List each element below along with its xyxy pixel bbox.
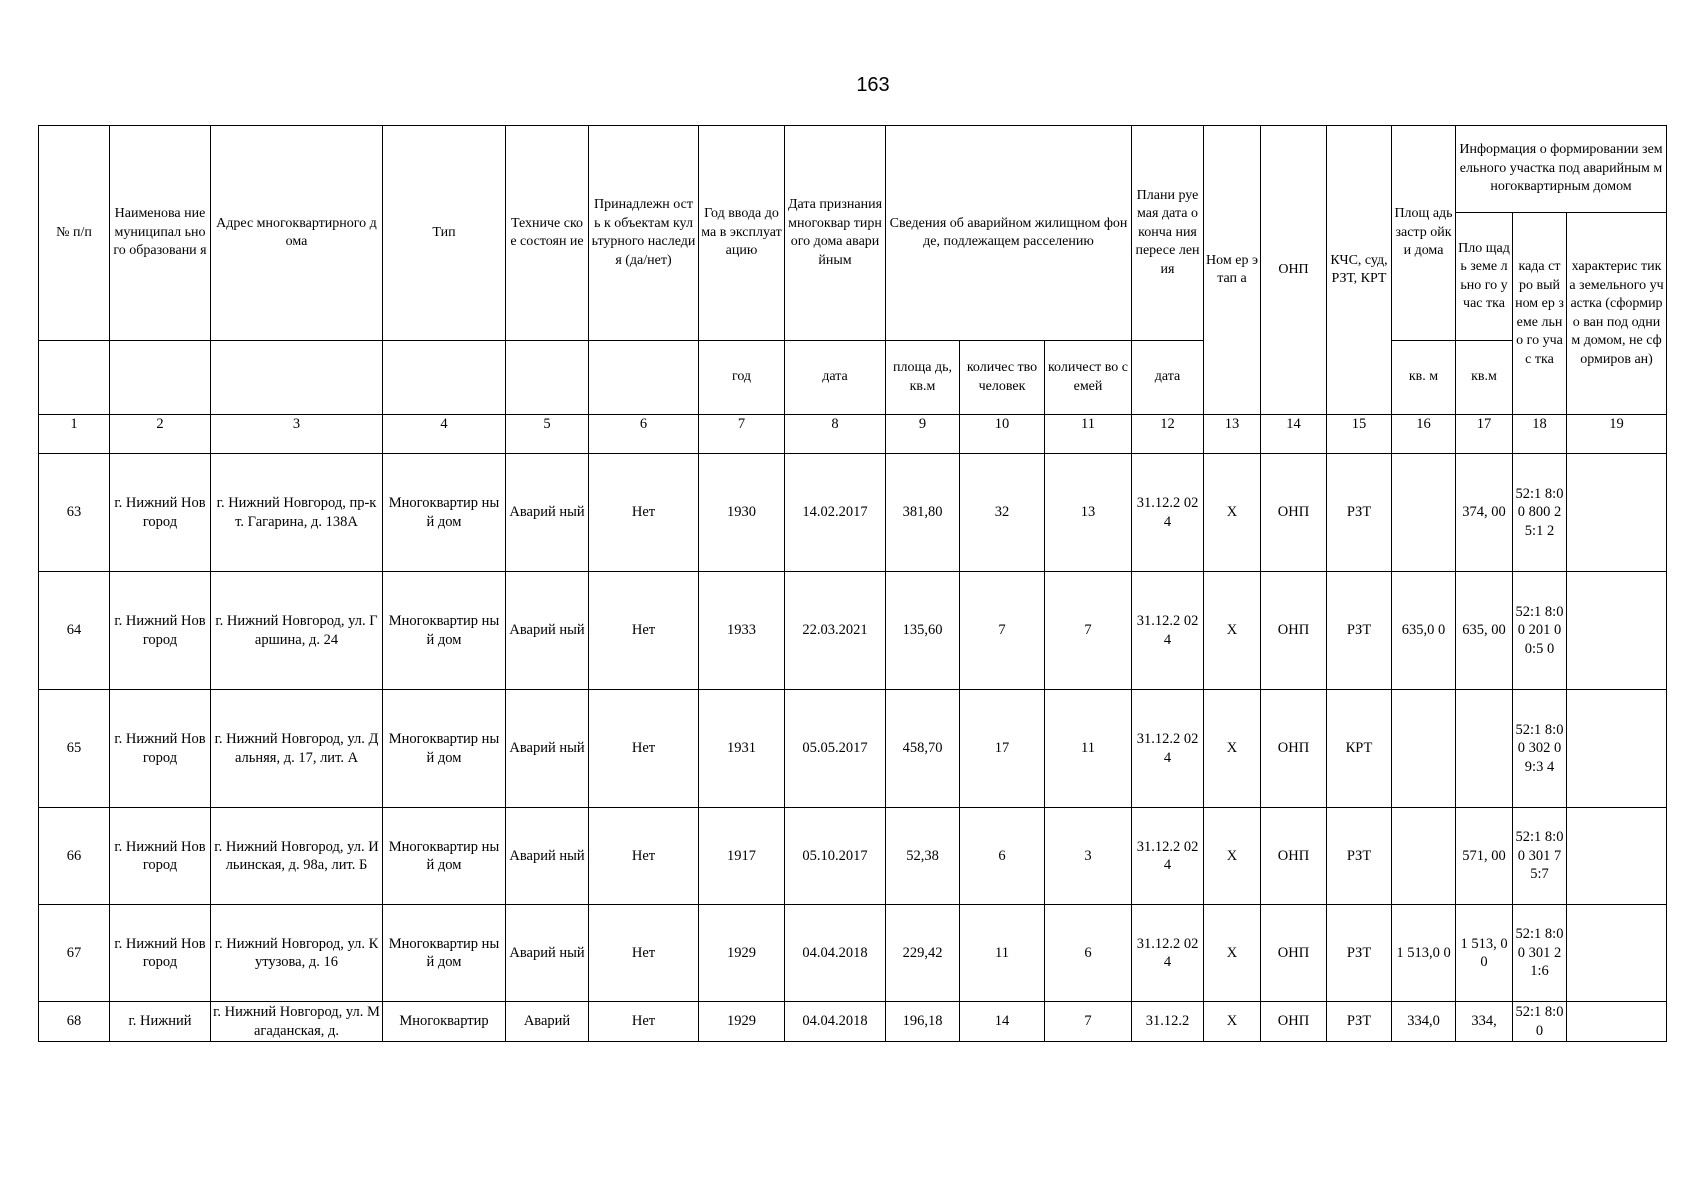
cell-stage: X — [1204, 1002, 1261, 1042]
cell-land-area: 374, 00 — [1456, 454, 1513, 572]
column-number-cell: 3 — [211, 415, 383, 454]
cell-type: Многоквартир ный дом — [383, 808, 506, 905]
cell-n: 68 — [39, 1002, 110, 1042]
column-number-cell: 17 — [1456, 415, 1513, 454]
cell-type: Многоквартир ный дом — [383, 454, 506, 572]
cell-date: 04.04.2018 — [785, 905, 886, 1002]
cell-families: 13 — [1045, 454, 1132, 572]
cell-build-area: 1 513,0 0 — [1392, 905, 1456, 1002]
cell-year: 1917 — [699, 808, 785, 905]
column-number-cell: 18 — [1513, 415, 1567, 454]
cell-kchs: РЗТ — [1327, 808, 1392, 905]
header-cell — [211, 341, 383, 415]
cell-heritage: Нет — [589, 1002, 699, 1042]
column-number-cell: 6 — [589, 415, 699, 454]
cell-plan-date: 31.12.2 024 — [1132, 808, 1204, 905]
cell-area: 196,18 — [886, 1002, 960, 1042]
cell-plan-date: 31.12.2 024 — [1132, 572, 1204, 690]
header-cell: Техниче ское состоян ие — [506, 126, 589, 341]
header-cell: Плани руемая дата оконча ния пересе ления — [1132, 126, 1204, 341]
cell-families: 11 — [1045, 690, 1132, 808]
cell-area: 458,70 — [886, 690, 960, 808]
table-row — [39, 808, 1667, 905]
cell-onp: ОНП — [1261, 905, 1327, 1002]
cell-condition: Аварий ный — [506, 454, 589, 572]
column-number-cell: 9 — [886, 415, 960, 454]
cell-plan-date: 31.12.2 024 — [1132, 905, 1204, 1002]
column-number-cell: 15 — [1327, 415, 1392, 454]
cell-year: 1933 — [699, 572, 785, 690]
cell-type: Многоквартир ный дом — [383, 690, 506, 808]
cell-land-char — [1567, 808, 1667, 905]
cell-year: 1930 — [699, 454, 785, 572]
cell-area: 52,38 — [886, 808, 960, 905]
cell-land-area: 334, — [1456, 1002, 1513, 1042]
column-number-cell: 19 — [1567, 415, 1667, 454]
header-cell: количест во семей — [1045, 341, 1132, 415]
cell-kchs: РЗТ — [1327, 454, 1392, 572]
cell-n: 63 — [39, 454, 110, 572]
header-cell: Адрес многоквартирного дома — [211, 126, 383, 341]
cell-families: 6 — [1045, 905, 1132, 1002]
cell-kchs: РЗТ — [1327, 1002, 1392, 1042]
cell-land-area: 1 513, 00 — [1456, 905, 1513, 1002]
header-cell: КЧС, суд, РЗТ, КРТ — [1327, 126, 1392, 415]
cell-land-area — [1456, 690, 1513, 808]
cell-year: 1931 — [699, 690, 785, 808]
header-cell — [39, 341, 110, 415]
cell-address: г. Нижний Новгород, ул. Кутузова, д. 16 — [211, 905, 383, 1002]
cell-land-char — [1567, 454, 1667, 572]
cell-year: 1929 — [699, 905, 785, 1002]
cell-n: 64 — [39, 572, 110, 690]
cell-area: 135,60 — [886, 572, 960, 690]
page-number: 163 — [856, 74, 890, 96]
cell-stage: X — [1204, 454, 1261, 572]
cell-municipality: г. Нижний Новгород — [110, 808, 211, 905]
cell-stage: X — [1204, 690, 1261, 808]
header-cell: Год ввода дома в эксплуат ацию — [699, 126, 785, 341]
header-cell — [506, 341, 589, 415]
cell-heritage: Нет — [589, 454, 699, 572]
cell-stage: X — [1204, 808, 1261, 905]
cell-onp: ОНП — [1261, 572, 1327, 690]
header-cell: дата — [1132, 341, 1204, 415]
cell-heritage: Нет — [589, 690, 699, 808]
header-cell: Тип — [383, 126, 506, 341]
header-cell: Ном ер этап а — [1204, 126, 1261, 415]
column-number-cell: 12 — [1132, 415, 1204, 454]
header-row-3 — [39, 341, 1667, 415]
cell-n: 65 — [39, 690, 110, 808]
cell-build-area: 334,0 — [1392, 1002, 1456, 1042]
cell-cadastral: 52:1 8:00 301 21:6 — [1513, 905, 1567, 1002]
header-row-1 — [39, 126, 1667, 213]
cell-municipality: г. Нижний Новгород — [110, 454, 211, 572]
cell-stage: X — [1204, 905, 1261, 1002]
header-cell: количес тво человек — [960, 341, 1045, 415]
column-number-cell: 5 — [506, 415, 589, 454]
header-cell: площа дь, кв.м — [886, 341, 960, 415]
column-number-cell: 2 — [110, 415, 211, 454]
column-number-cell: 4 — [383, 415, 506, 454]
cell-plan-date: 31.12.2 024 — [1132, 690, 1204, 808]
cell-cadastral: 52:1 8:00 301 75:7 — [1513, 808, 1567, 905]
cell-families: 7 — [1045, 1002, 1132, 1042]
cell-kchs: КРТ — [1327, 690, 1392, 808]
cell-land-char — [1567, 905, 1667, 1002]
cell-people: 32 — [960, 454, 1045, 572]
cell-area: 229,42 — [886, 905, 960, 1002]
cell-build-area: 635,0 0 — [1392, 572, 1456, 690]
cell-municipality: г. Нижний Новгород — [110, 690, 211, 808]
table-row — [39, 905, 1667, 1002]
header-cell: Сведения об аварийном жилищном фонде, подлежащем расселению — [886, 126, 1132, 341]
header-cell — [589, 341, 699, 415]
cell-municipality: г. Нижний Новгород — [110, 572, 211, 690]
cell-condition: Аварий ный — [506, 572, 589, 690]
column-number-cell: 10 — [960, 415, 1045, 454]
cell-date: 14.02.2017 — [785, 454, 886, 572]
cell-plan-date: 31.12.2 — [1132, 1002, 1204, 1042]
emergency-housing-table — [38, 125, 1667, 1042]
column-number-cell: 7 — [699, 415, 785, 454]
cell-condition: Аварий ный — [506, 690, 589, 808]
column-number-cell: 14 — [1261, 415, 1327, 454]
header-cell: ОНП — [1261, 126, 1327, 415]
table-row — [39, 690, 1667, 808]
cell-area: 381,80 — [886, 454, 960, 572]
cell-kchs: РЗТ — [1327, 905, 1392, 1002]
table-row — [39, 454, 1667, 572]
cell-heritage: Нет — [589, 572, 699, 690]
cell-date: 04.04.2018 — [785, 1002, 886, 1042]
cell-cadastral: 52:1 8:00 — [1513, 1002, 1567, 1042]
cell-onp: ОНП — [1261, 454, 1327, 572]
header-cell: дата — [785, 341, 886, 415]
cell-date: 22.03.2021 — [785, 572, 886, 690]
cell-people: 7 — [960, 572, 1045, 690]
header-cell: Дата признания многоквар тирного дома аварийным — [785, 126, 886, 341]
header-cell — [110, 341, 211, 415]
cell-onp: ОНП — [1261, 1002, 1327, 1042]
cell-n: 67 — [39, 905, 110, 1002]
cell-heritage: Нет — [589, 808, 699, 905]
column-number-row — [39, 415, 1667, 454]
cell-condition: Аварий ный — [506, 905, 589, 1002]
cell-date: 05.05.2017 — [785, 690, 886, 808]
cell-land-char — [1567, 572, 1667, 690]
cell-condition: Аварий — [506, 1002, 589, 1042]
cell-type: Многоквартир — [383, 1002, 506, 1042]
cell-address: г. Нижний Новгород, ул. Магаданская, д. — [211, 1002, 383, 1042]
cell-type: Многоквартир ный дом — [383, 905, 506, 1002]
cell-cadastral: 52:1 8:00 800 25:1 2 — [1513, 454, 1567, 572]
cell-land-char — [1567, 1002, 1667, 1042]
cell-date: 05.10.2017 — [785, 808, 886, 905]
header-cell: Наименова ние муниципал ьного образовани я — [110, 126, 211, 341]
cell-municipality: г. Нижний Новгород — [110, 905, 211, 1002]
header-cell: Информация о формировании земельного участка под аварийным многоквартирным домом — [1456, 126, 1667, 213]
cell-people: 17 — [960, 690, 1045, 808]
cell-build-area — [1392, 690, 1456, 808]
column-number-cell: 11 — [1045, 415, 1132, 454]
header-cell: характерис тика земельного участка (сформиро ван под одним домом, не сформиров ан) — [1567, 213, 1667, 415]
cell-people: 6 — [960, 808, 1045, 905]
column-number-cell: 13 — [1204, 415, 1261, 454]
cell-stage: X — [1204, 572, 1261, 690]
cell-address: г. Нижний Новгород, ул. Гаршина, д. 24 — [211, 572, 383, 690]
column-number-cell: 8 — [785, 415, 886, 454]
header-cell: када стро вый ном ер земе льно го учас тка — [1513, 213, 1567, 415]
cell-build-area — [1392, 454, 1456, 572]
cell-build-area — [1392, 808, 1456, 905]
column-number-cell: 1 — [39, 415, 110, 454]
cell-plan-date: 31.12.2 024 — [1132, 454, 1204, 572]
cell-municipality: г. Нижний — [110, 1002, 211, 1042]
cell-type: Многоквартир ный дом — [383, 572, 506, 690]
cell-people: 11 — [960, 905, 1045, 1002]
cell-kchs: РЗТ — [1327, 572, 1392, 690]
header-cell: Площ адь застр ойки дома — [1392, 126, 1456, 341]
cell-families: 3 — [1045, 808, 1132, 905]
cell-families: 7 — [1045, 572, 1132, 690]
cell-address: г. Нижний Новгород, ул. Ильинская, д. 98а, лит. Б — [211, 808, 383, 905]
cell-condition: Аварий ный — [506, 808, 589, 905]
cell-onp: ОНП — [1261, 690, 1327, 808]
cell-land-area: 635, 00 — [1456, 572, 1513, 690]
header-cell: кв. м — [1392, 341, 1456, 415]
cell-cadastral: 52:1 8:00 201 00:5 0 — [1513, 572, 1567, 690]
cell-year: 1929 — [699, 1002, 785, 1042]
cell-heritage: Нет — [589, 905, 699, 1002]
cell-onp: ОНП — [1261, 808, 1327, 905]
header-cell — [383, 341, 506, 415]
header-cell: кв.м — [1456, 341, 1513, 415]
cell-address: г. Нижний Новгород, ул. Дальняя, д. 17, лит. А — [211, 690, 383, 808]
header-cell: Принадлежн ость к объектам культурного наследия (да/нет) — [589, 126, 699, 341]
header-cell: год — [699, 341, 785, 415]
cell-land-char — [1567, 690, 1667, 808]
cell-address: г. Нижний Новгород, пр-кт. Гагарина, д. 138А — [211, 454, 383, 572]
table-row — [39, 572, 1667, 690]
header-cell: Пло щадь земе льно го учас тка — [1456, 213, 1513, 341]
cell-land-area: 571, 00 — [1456, 808, 1513, 905]
column-number-cell: 16 — [1392, 415, 1456, 454]
cell-n: 66 — [39, 808, 110, 905]
cell-people: 14 — [960, 1002, 1045, 1042]
table-row — [39, 1002, 1667, 1042]
cell-cadastral: 52:1 8:00 302 09:3 4 — [1513, 690, 1567, 808]
header-cell: № п/п — [39, 126, 110, 341]
